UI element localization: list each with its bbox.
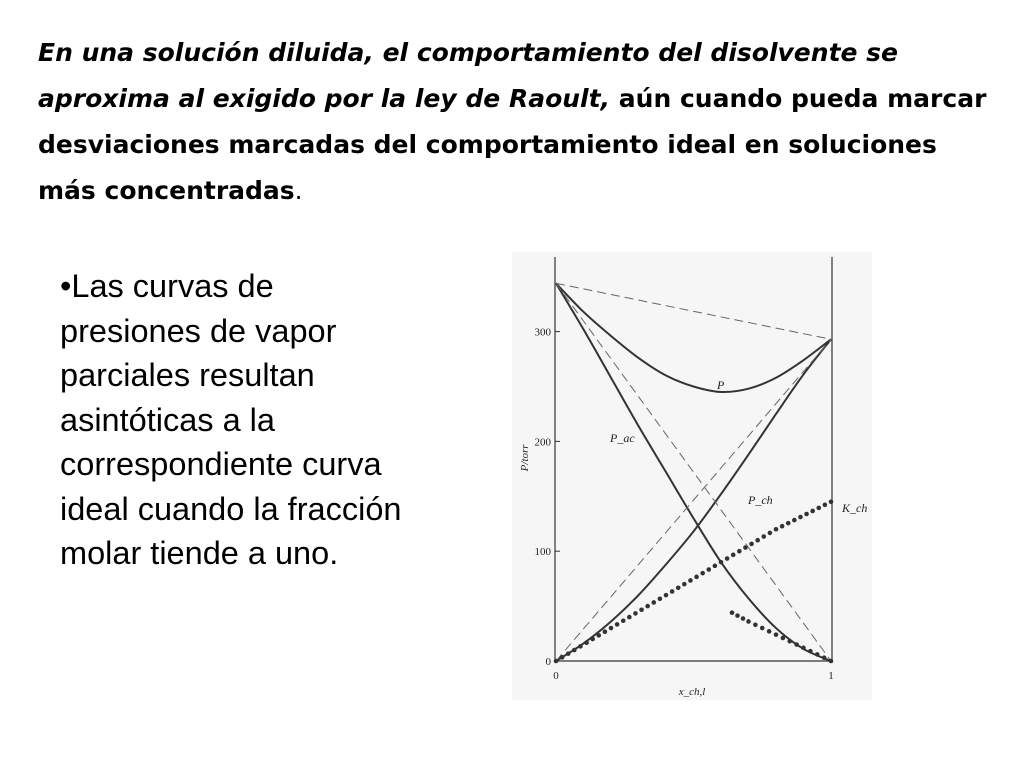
bullet-text: •Las curvas de presiones de vapor parciales resultan asintóticas a la correspondiente curva ideal cuando la fracción molar tiende a uno. <box>60 268 402 571</box>
chart-svg <box>512 252 872 700</box>
series-6-dot <box>755 538 760 543</box>
series-6-dot <box>688 578 693 583</box>
series-3-line <box>556 283 831 339</box>
series-6-dot <box>804 512 809 517</box>
series-6-dot <box>725 556 730 561</box>
series-6-dot <box>590 637 595 642</box>
series-6-dot <box>694 575 699 580</box>
series-7-dot <box>767 629 772 634</box>
series-7-dot <box>781 636 786 641</box>
series-6-dot <box>584 640 589 645</box>
series-6-dot <box>786 521 791 526</box>
series-6-dot <box>700 571 705 576</box>
series-7-dot <box>787 639 792 644</box>
series-6-dot <box>615 622 620 627</box>
series-6-dot <box>651 600 656 605</box>
y-axis-label: P/torr <box>519 444 531 472</box>
series-7-dot <box>774 632 779 637</box>
series-6-dot <box>554 659 559 664</box>
series-label-p: P <box>717 378 725 392</box>
series-6-dot <box>713 564 718 569</box>
series-7-dot <box>746 619 751 624</box>
series-6-dot <box>645 604 650 609</box>
vapor-pressure-chart <box>512 252 872 700</box>
series-4-line <box>556 283 831 661</box>
series-6-dot <box>633 611 638 616</box>
series-6-dot <box>609 626 614 631</box>
series-7-dot <box>730 610 735 615</box>
y-tick-label: 300 <box>534 326 551 339</box>
series-6-dot <box>639 607 644 612</box>
series-6-dot <box>560 655 565 660</box>
series-6-dot <box>823 503 828 508</box>
series-7-dot <box>815 652 820 657</box>
x-tick-label: 1 <box>828 670 834 682</box>
series-7-dot <box>822 655 827 660</box>
series-7-dot <box>801 646 806 651</box>
series-6-dot <box>578 644 583 649</box>
series-6-dot <box>627 615 632 620</box>
series-7-dot <box>794 642 799 647</box>
y-tick-label: 0 <box>545 656 551 668</box>
series-6-dot <box>572 648 577 653</box>
series-6-dot <box>658 596 663 601</box>
series-7-dot <box>760 626 765 631</box>
series-6-dot <box>719 560 724 565</box>
series-6-dot <box>603 629 608 634</box>
series-6-dot <box>792 518 797 523</box>
series-6-dot <box>737 549 742 554</box>
series-6-dot <box>731 553 736 558</box>
y-tick-label: 200 <box>534 436 551 449</box>
series-6-dot <box>743 545 748 550</box>
series-6-dot <box>774 527 779 532</box>
series-6-dot <box>670 589 675 594</box>
series-6-dot <box>749 542 754 547</box>
series-6-dot <box>780 524 785 529</box>
slide-heading <box>38 30 998 214</box>
series-6-dot <box>664 593 669 598</box>
y-tick-label: 100 <box>534 546 551 559</box>
series-6-dot <box>798 515 803 520</box>
series-7-dot <box>808 649 813 654</box>
series-6-dot <box>596 633 601 638</box>
x-tick-label: 0 <box>553 670 559 682</box>
series-6-dot <box>768 531 773 536</box>
x-axis-label: x_ch,l <box>678 686 706 698</box>
series-6-dot <box>761 534 766 539</box>
series-7-dot <box>829 659 834 664</box>
series-6-dot <box>682 582 687 587</box>
series-label-p-ac: P_ac <box>610 431 635 445</box>
series-label-p-ch: P_ch <box>748 493 773 507</box>
series-6-dot <box>676 586 681 591</box>
series-7-dot <box>753 622 758 627</box>
heading-period: . <box>294 176 303 205</box>
heading-italic-text: En una solución diluida, el comportamiento del disolvente se aproxima al exigido por la ley de Raoult, <box>38 38 899 113</box>
series-6-dot <box>816 506 821 511</box>
series-6-dot <box>706 567 711 572</box>
series-6-dot <box>829 499 834 504</box>
series-label-k-ch: K_ch <box>842 501 868 515</box>
series-7-dot <box>735 613 740 618</box>
series-6-dot <box>810 509 815 514</box>
series-6-dot <box>621 618 626 623</box>
series-6-dot <box>566 651 571 656</box>
heading-bold-text: aún cuando pueda marcar desviaciones marcadas del comportamiento ideal en soluciones más concentradas <box>38 84 987 205</box>
series-0-line <box>556 283 831 392</box>
series-7-dot <box>741 616 746 621</box>
